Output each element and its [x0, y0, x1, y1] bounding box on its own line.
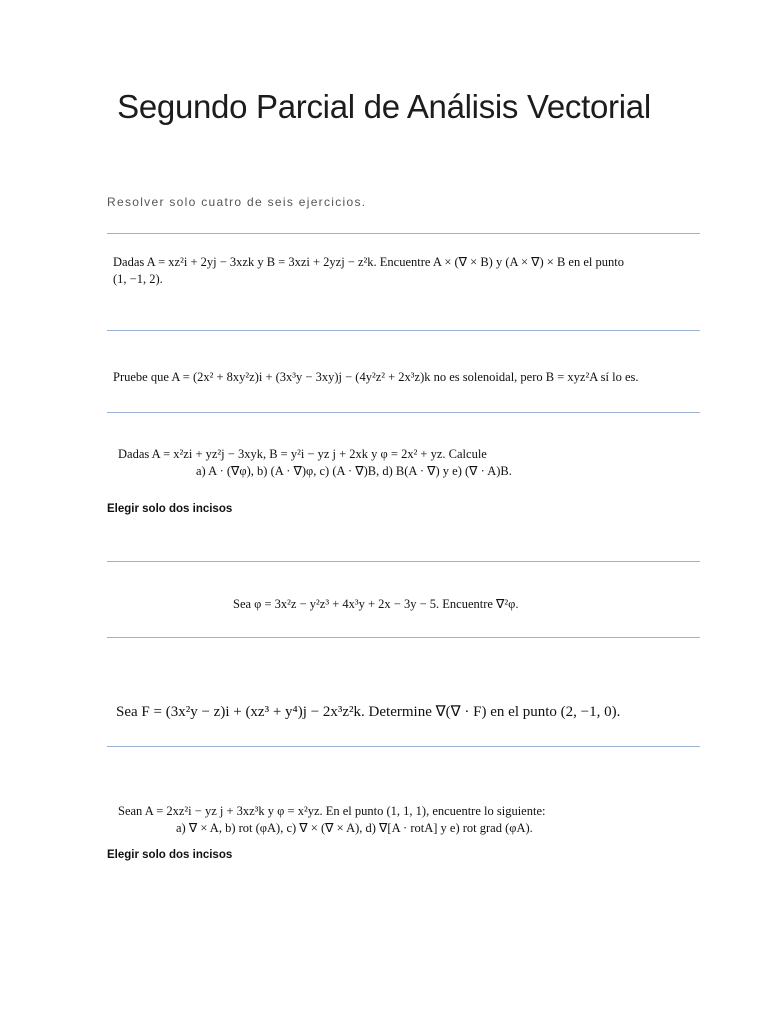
problem-3 [118, 446, 512, 480]
problem-1-line-2: (1, −1, 2). [113, 272, 163, 286]
problem-5 [116, 703, 620, 722]
page-title: Segundo Parcial de Análisis Vectorial [117, 88, 651, 125]
problem-4 [233, 596, 519, 613]
problem-3-note: Elegir solo dos incisos [107, 503, 233, 515]
problem-5-line-1: Sea F = (3x²y − z)i + (xz³ + y⁴)j − 2x³z²k. Determine ∇(∇ · F) en el punto (2, −1, 0). [116, 704, 621, 720]
divider [107, 561, 700, 562]
divider [107, 637, 700, 638]
problem-2 [113, 369, 639, 386]
problem-4-line-1: Sea φ = 3x²z − y²z³ + 4x³y + 2x − 3y − 5. Encuentre ∇²φ. [233, 597, 519, 611]
divider [107, 746, 700, 747]
problem-1 [113, 254, 624, 288]
instructions: Resolver solo cuatro de seis ejercicios. [107, 195, 367, 209]
problem-6-line-2: a) ∇ × A, b) rot (φA), c) ∇ × (∇ × A), d) ∇[A · rotA] y e) rot grad (φA). [176, 821, 533, 835]
problem-3-line-1: Dadas A = x²zi + yz²j − 3xyk, B = y²i − yz j + 2xk y φ = 2x² + yz. Calcule [118, 447, 487, 461]
problem-6-line-1: Sean A = 2xz²i − yz j + 3xz³k y φ = x²yz. En el punto (1, 1, 1), encuentre lo siguiente: [118, 804, 546, 818]
problem-1-line-1: Dadas A = xz²i + 2yj − 3xzk y B = 3xzi + 2yzj − z²k. Encuentre A × (∇ × B) y (A × ∇) × B en el punto [113, 255, 624, 269]
problem-3-line-2: a) A · (∇φ), b) (A · ∇)φ, c) (A · ∇)B, d) B(A · ∇) y e) (∇ · A)B. [196, 464, 512, 478]
problem-2-line-1: Pruebe que A = (2x² + 8xy²z)i + (3x³y − 3xy)j − (4y²z² + 2x³z)k no es solenoidal, pero B = xyz²A sí lo es. [113, 370, 639, 384]
divider [107, 330, 700, 331]
divider [107, 233, 700, 234]
problem-6-note: Elegir solo dos incisos [107, 849, 233, 861]
divider [107, 412, 700, 413]
problem-6 [118, 803, 545, 837]
